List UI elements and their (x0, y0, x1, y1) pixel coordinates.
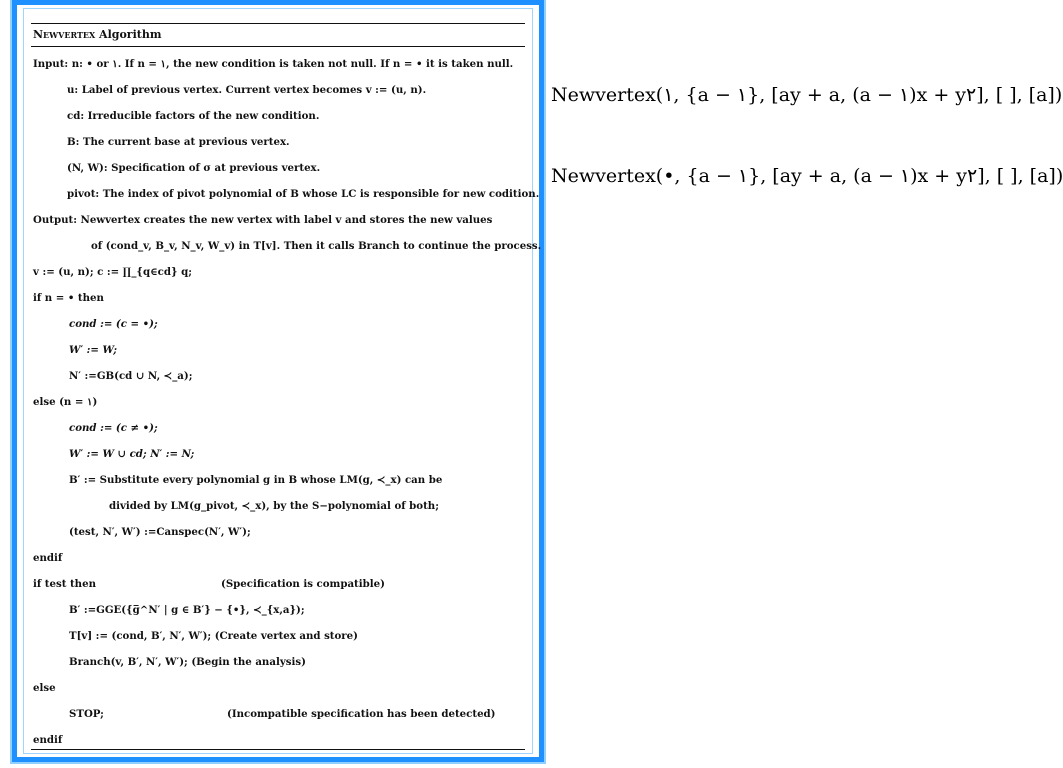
algo-line-W1: W′ := W ∪ cd; N′ := N; (69, 448, 195, 460)
algo-line-branch: Branch(v, B′, N′, W′); (Begin the analysis) (69, 656, 306, 668)
algo-line-output-cont: of (cond_v, B_v, N_v, W_v) in T[v]. Then it calls Branch to continue the process. (91, 240, 542, 252)
algo-line-gge: B′ :=GGE({g̅^N′ | g ∈ B′} − {•}, ≺_{x,a}); (69, 604, 305, 616)
algo-line-B-subst-cont: divided by LM(g_pivot, ≺_x), by the S−polynomial of both; (109, 500, 439, 512)
algorithm-title (33, 29, 161, 41)
algo-line-v-assign: v := (u, n); c := ∏_{q∈cd} q; (33, 266, 192, 278)
algo-line-output: Output: Newvertex creates the new vertex with label v and stores the new values (33, 214, 493, 226)
bottom-rule (31, 749, 525, 750)
formula-newvertex-1: Newvertex(١, {a − ١}, [ay + a, (a − ١)x + y٢], [ ], [a]) (551, 84, 1063, 106)
algo-line-else: else (33, 682, 56, 694)
comment-incompatible: (Incompatible specification has been detected) (227, 708, 496, 720)
algo-line-endif-2: endif (33, 734, 63, 746)
algo-line-cd: cd: Irreducible factors of the new condition. (67, 110, 320, 122)
formula-newvertex-0: Newvertex(•, {a − ١}, [ay + a, (a − ١)x + y٢], [ ], [a]) (551, 165, 1063, 187)
algo-line-canspec: (test, N′, W′) :=Canspec(N′, W′); (69, 526, 251, 538)
algo-line-stop: STOP; (69, 708, 104, 720)
algo-line-endif-1: endif (33, 552, 63, 564)
algo-line-store: T[v] := (cond, B′, N′, W′); (Create vertex and store) (69, 630, 358, 642)
title-rule (31, 46, 525, 47)
comment-compatible: (Specification is compatible) (221, 578, 385, 590)
algo-line-cond0: cond := (c = •); (69, 318, 158, 330)
algo-line-else-n1: else (n = ١) (33, 396, 98, 408)
top-rule (31, 23, 525, 24)
algo-line-input: Input: n: • or ١. If n = ١, the new condition is taken not null. If n = • it is taken null. (33, 58, 514, 70)
algo-line-if-n0: if n = • then (33, 292, 104, 304)
algo-line-u: u: Label of previous vertex. Current vertex becomes v := (u, n). (67, 84, 427, 96)
algo-line-if-test: if test then (33, 578, 96, 590)
algorithm-box (12, 0, 544, 762)
algo-line-W0: W′ := W; (69, 344, 118, 356)
algo-line-N0: N′ :=GB(cd ∪ N, ≺_a); (69, 370, 193, 382)
algo-line-cond1: cond := (c ≠ •); (69, 422, 158, 434)
algorithm-name: Newvertex (33, 28, 96, 41)
algo-line-B-subst: B′ := Substitute every polynomial g in B whose LM(g, ≺_x) can be (69, 474, 443, 486)
algo-line-NW: (N, W): Specification of σ at previous vertex. (67, 162, 321, 174)
algorithm-title-suffix: Algorithm (95, 28, 162, 41)
algo-line-B: B: The current base at previous vertex. (67, 136, 290, 148)
algo-line-pivot: pivot: The index of pivot polynomial of B whose LC is responsible for new codition. (67, 188, 540, 200)
